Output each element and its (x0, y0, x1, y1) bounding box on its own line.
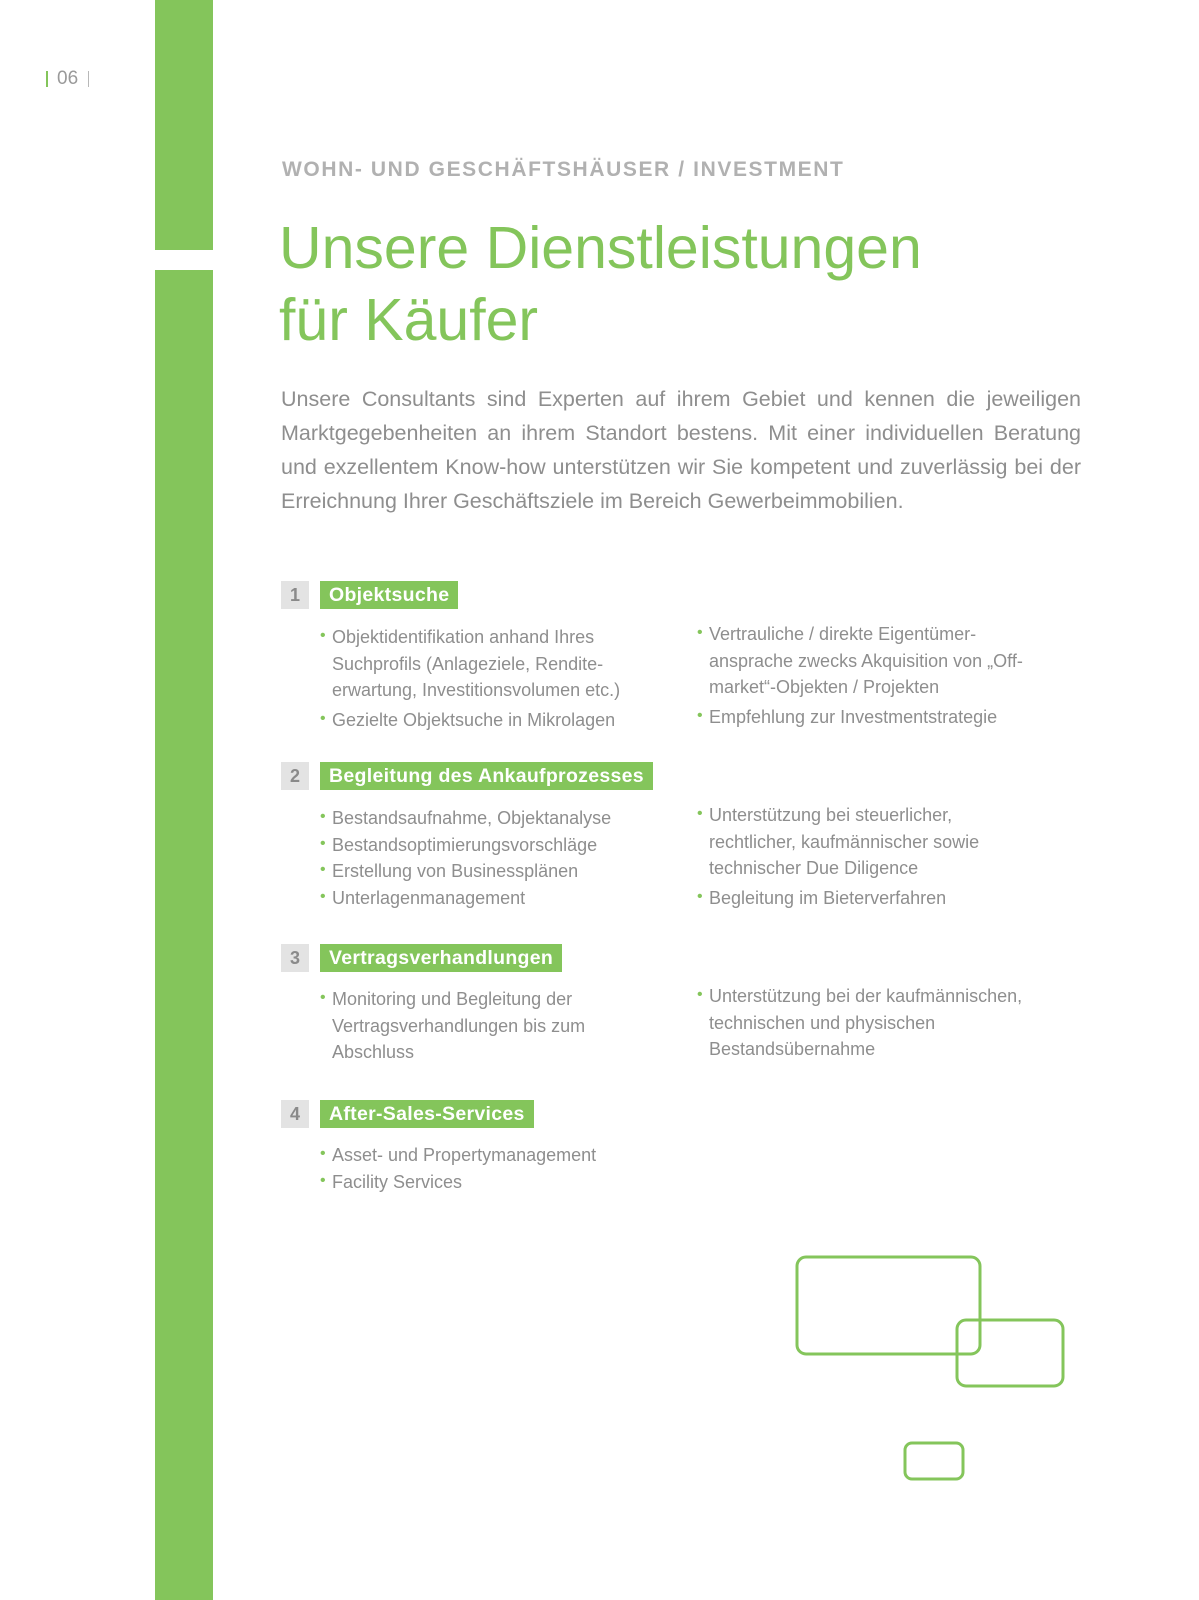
page-number-grey-bar (88, 71, 89, 87)
service-section-3 (281, 944, 562, 972)
section-kicker: WOHN- UND GESCHÄFTSHÄUSER / INVESTMENT (282, 158, 845, 181)
list-item: • Objektidentifikation anhand Ihres Suchprofils (Anlageziele, Rendite-erwartung, Investitionsvolumen etc.) (320, 624, 660, 704)
list-item: • Bestandsoptimierungsvorschläge (320, 832, 660, 859)
page-title-line-1: Unsere Dienstleistungen (279, 215, 922, 281)
service-section-4 (281, 1100, 534, 1128)
service-section-1 (281, 581, 458, 609)
section-number: 1 (281, 581, 309, 609)
decorative-frame-large (797, 1257, 980, 1354)
page-title (279, 212, 1079, 356)
page-number-green-bar (46, 71, 48, 87)
intro-paragraph: Unsere Consultants sind Experten auf ihrem Gebiet und kennen die jeweiligen Marktgegebenheiten an ihrem Standort bestens. Mit einer individuellen Beratung und exzellentem Know-how unterstützen wir Sie kompetent und zuverlässig bei der Erreichnung Ihrer Geschäftsziele im Bereich Gewerbeimmobilien. (281, 387, 1081, 513)
list-item: • Erstellung von Businessplänen (320, 858, 660, 885)
section-3-left-list (320, 986, 620, 1069)
section-4-left-list (320, 1142, 660, 1195)
section-1-right-list (697, 621, 1027, 733)
section-title: Vertragsverhandlungen (320, 944, 562, 972)
side-accent-bar-top (155, 0, 213, 250)
section-header (281, 944, 562, 972)
section-header (281, 581, 458, 609)
list-item: • Bestandsaufnahme, Objektanalyse (320, 805, 660, 832)
list-item: • Unterstützung bei der kaufmännischen, technischen und physischen Bestandsübernahme (697, 983, 1047, 1063)
section-number: 4 (281, 1100, 309, 1128)
page-title-line-2: für Käufer (279, 287, 539, 353)
page-number (46, 68, 89, 90)
section-title: After-Sales-Services (320, 1100, 534, 1128)
list-item: • Asset- und Propertymanagement (320, 1142, 660, 1169)
list-item: • Unterstützung bei steuerlicher, rechtlicher, kaufmännischer sowie technischer Due Diligence (697, 802, 1027, 882)
side-accent-bar-bottom (155, 270, 213, 1600)
list-item: • Unterlagenmanagement (320, 885, 660, 912)
section-3-right-list (697, 983, 1047, 1066)
list-item: • Empfehlung zur Investmentstrategie (697, 704, 1027, 731)
list-item: • Begleitung im Bieterverfahren (697, 885, 1027, 912)
page-number-text: 06 (57, 68, 79, 89)
section-title: Objektsuche (320, 581, 458, 609)
section-2-right-list (697, 802, 1027, 914)
list-item: • Gezielte Objektsuche in Mikrolagen (320, 707, 660, 734)
decorative-frames (780, 1240, 1070, 1490)
section-number: 3 (281, 944, 309, 972)
decorative-frame-small (905, 1443, 963, 1479)
list-item: • Vertrauliche / direkte Eigentümer-ansprache zwecks Akquisition von „Off-market“-Objekten / Projekten (697, 621, 1027, 701)
section-title: Begleitung des Ankaufprozesses (320, 762, 653, 790)
service-section-2 (281, 762, 653, 790)
section-1-left-list (320, 624, 660, 736)
section-2-left-list (320, 805, 660, 911)
section-header (281, 1100, 534, 1128)
list-item: • Monitoring und Begleitung der Vertragsverhandlungen bis zum Abschluss (320, 986, 620, 1066)
list-item: • Facility Services (320, 1169, 660, 1196)
section-header (281, 762, 653, 790)
section-number: 2 (281, 762, 309, 790)
